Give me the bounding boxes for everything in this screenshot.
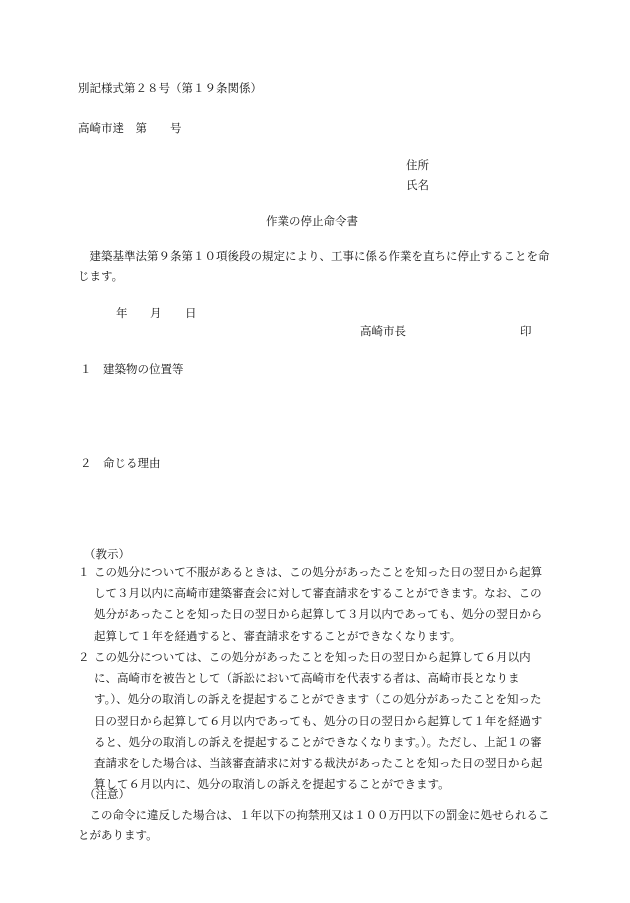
issuer-title: 高崎市長 xyxy=(360,324,406,338)
instruction-item-number: ２ xyxy=(78,650,90,664)
document-title: 作業の停止命令書 xyxy=(266,214,358,228)
seal-mark: 印 xyxy=(520,324,532,338)
address-label: 住所 xyxy=(406,158,429,172)
section-number: ２ xyxy=(80,456,92,470)
date-month-label: 月 xyxy=(150,306,162,320)
section-reason-label: 命じる理由 xyxy=(103,456,161,470)
instruction-item-number: １ xyxy=(78,565,90,579)
instruction-item xyxy=(78,562,552,647)
section-number: １ xyxy=(80,362,92,376)
instruction-item-text: この処分について不服があるときは、この処分があったことを知った日の翌日から起算して３月以内に高崎市建築審査会に対して審査請求をすることができます。なお、この処分があったことを知った日の翌日から起算して３月以内であっても、処分の翌日から起算して１年を経過すると、審査請求をすることができなくなります。 xyxy=(94,565,543,643)
name-label: 氏名 xyxy=(406,178,429,192)
notice-heading: （注意） xyxy=(84,787,130,801)
instruction-item-text: この処分については、この処分があったことを知った日の翌日から起算して６月以内に、高崎市を被告として（訴訟において高崎市を代表する者は、高崎市長となります。）、処分の取消しの訴えを提起することができます（この処分があったことを知った日の翌日から起算して６月以内であっても、処分の日の翌日から起算して１年を経過すると、処分の取消しの訴えを提起することができなくなります。）。ただし、上記１の審査請求をした場合は、当該審査請求に対する裁決があったことを知った日の翌日から起算して６月以内に、処分の取消しの訴えを提起することができます。 xyxy=(94,650,543,792)
notice-text: この命令に違反した場合は、１年以下の拘禁刑又は１００万円以下の罰金に処せられることがあります。 xyxy=(78,808,550,842)
form-number: 別記様式第２８号（第１９条関係） xyxy=(78,81,262,95)
instruction-item xyxy=(78,647,552,795)
order-body: 建築基準法第９条第１０項後段の規定により、工事に係る作業を直ちに停止することを命じます。 xyxy=(78,249,550,283)
date-day-label: 日 xyxy=(185,306,197,320)
date-year-label: 年 xyxy=(116,306,128,320)
section-location-label: 建築物の位置等 xyxy=(103,362,184,376)
document-number: 高崎市達 第 号 xyxy=(78,121,182,135)
instruction-heading: （教示） xyxy=(84,547,130,561)
